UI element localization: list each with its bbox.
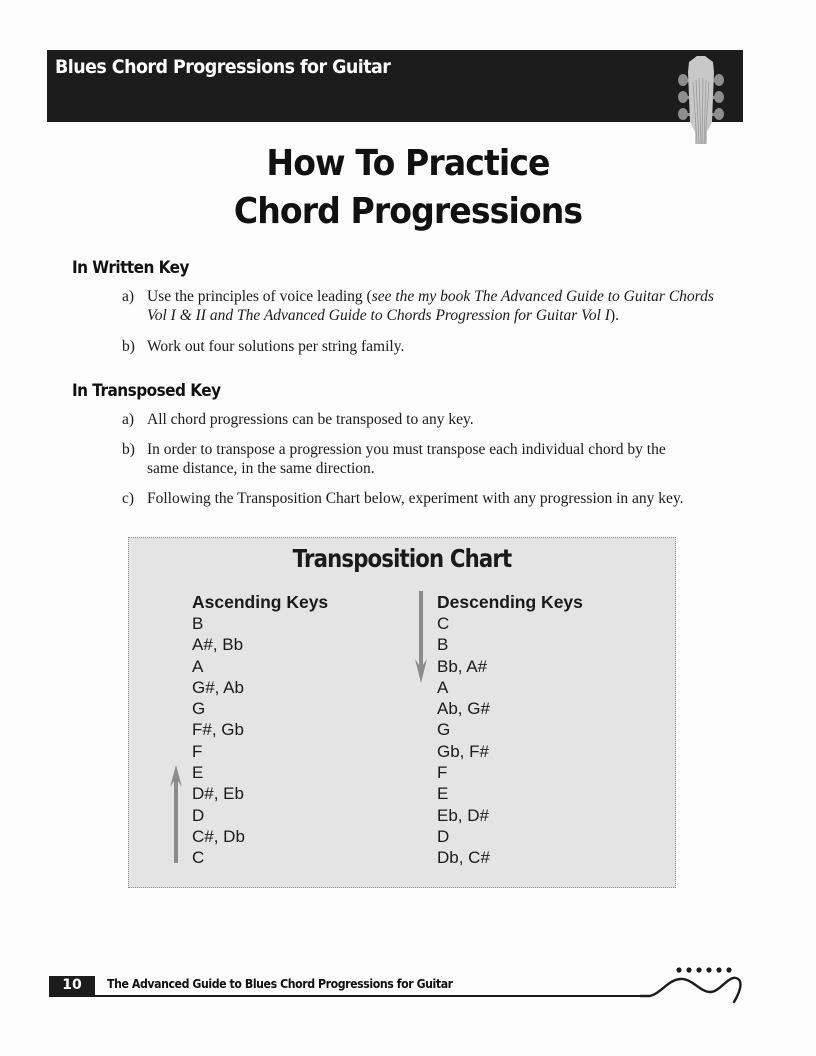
list-item-text: In order to transpose a progression you must transpose each individual chord by the same distance, in the same direction. <box>147 441 666 477</box>
page-title-line2: Chord Progressions <box>233 191 583 232</box>
key-row: C <box>437 614 450 633</box>
list-marker: b) <box>122 441 135 458</box>
key-row: A <box>192 656 204 676</box>
text-plain: Use the principles of voice leading ( <box>147 288 372 305</box>
ascending-keys-column <box>192 591 328 869</box>
key-row: A <box>437 677 449 697</box>
key-row: Eb, D# <box>437 805 489 825</box>
text-italic-reference: see the my book The Advanced Guide to Guitar Chords Vol I & II and The Advanced Guide to Chords Progression for Guitar Vol I <box>147 288 714 324</box>
key-row: D#, Eb <box>192 784 244 804</box>
list-item <box>122 287 722 325</box>
key-row: Db, C# <box>437 848 490 868</box>
chart-title: Transposition Chart <box>292 544 512 573</box>
list-item <box>122 489 702 508</box>
key-row: F#, Gb <box>192 720 244 740</box>
key-row: E <box>437 784 449 804</box>
list-item-text: Following the Transposition Chart below, experiment with any progression in any key. <box>147 490 684 507</box>
section-heading-transposed-key: In Transposed Key <box>72 381 221 401</box>
key-row: F <box>192 741 203 761</box>
descending-keys-column <box>437 591 583 869</box>
descending-keys-heading: Descending Keys <box>437 592 583 612</box>
list-marker: b) <box>122 338 135 355</box>
ascending-keys-heading: Ascending Keys <box>192 592 329 612</box>
key-row: F <box>437 763 448 783</box>
key-row: D <box>192 805 205 825</box>
key-row: G <box>192 699 206 719</box>
key-row: B <box>192 614 204 633</box>
key-row: Ab, G# <box>437 699 490 719</box>
key-row: C <box>192 848 205 868</box>
footer-divider <box>49 995 649 997</box>
descending-keys-list <box>437 613 583 869</box>
key-row: Gb, F# <box>437 741 489 761</box>
footer-title: The Advanced Guide to Blues Chord Progressions for Guitar <box>107 976 453 991</box>
key-row: G <box>437 720 451 740</box>
guitar-squiggle-icon <box>640 962 750 1004</box>
list-marker: a) <box>122 411 135 428</box>
transposition-chart <box>128 537 676 888</box>
key-row: D <box>437 826 450 846</box>
list-item <box>122 337 722 356</box>
guitar-headstock-icon <box>676 52 726 144</box>
header-bar <box>47 50 743 122</box>
list-item <box>122 410 722 429</box>
key-row: C#, Db <box>192 826 245 846</box>
key-row: Bb, A# <box>437 656 488 676</box>
key-row: G#, Ab <box>192 677 244 697</box>
text-plain: ). <box>609 307 620 324</box>
page-number: 10 <box>49 976 95 995</box>
header-title: Blues Chord Progressions for Guitar <box>55 56 391 78</box>
key-row: A#, Bb <box>192 635 244 655</box>
list-item-text: All chord progressions can be transposed to any key. <box>147 411 474 428</box>
list-item-text: Work out four solutions per string family. <box>147 338 405 355</box>
list-item <box>122 440 682 478</box>
arrow-up-icon <box>170 765 182 863</box>
list-marker: a) <box>122 288 135 305</box>
page-title-line1: How To Practice <box>266 143 550 184</box>
arrow-down-icon <box>415 591 427 683</box>
list-marker: c) <box>122 490 135 507</box>
key-row: B <box>437 635 449 655</box>
section-heading-written-key: In Written Key <box>72 258 189 278</box>
list-item-text <box>147 287 722 325</box>
key-row: E <box>192 763 204 783</box>
page-title <box>0 140 816 236</box>
ascending-keys-list <box>192 613 328 869</box>
